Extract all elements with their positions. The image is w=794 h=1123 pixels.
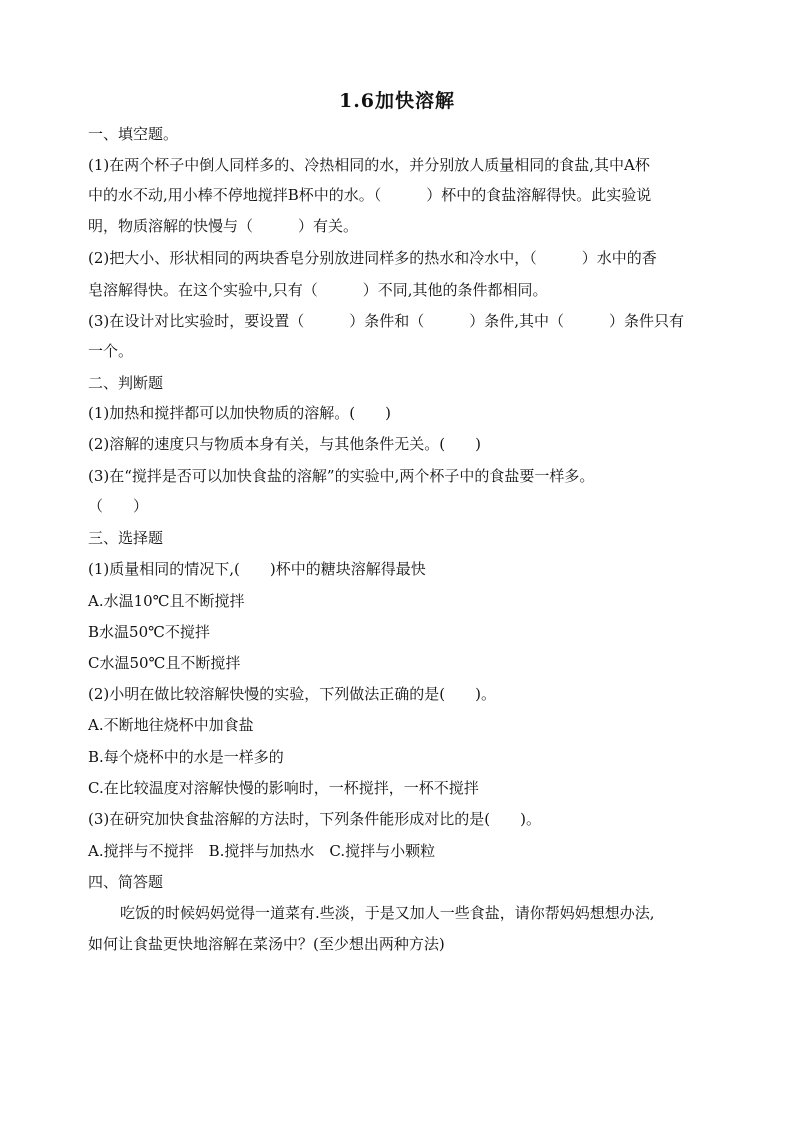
judge-q3-line1: (3)在“搅拌是否可以加快食盐的溶解”的实验中,两个杯子中的食盐要一样多。 bbox=[88, 467, 595, 485]
choice-q3-options: A.搅拌与不搅拌 B.搅拌与加热水 C.搅拌与小颗粒 bbox=[88, 842, 436, 860]
choice-q2-option-b: B.每个烧杯中的水是一样多的 bbox=[88, 748, 284, 766]
fill-q1-line1: (1)在两个杯子中倒人同样多的、冷热相同的水，并分别放人质量相同的食盐,其中A杯 bbox=[88, 156, 650, 174]
choice-q1: (1)质量相同的情况下,( )杯中的糖块溶解得最快 bbox=[88, 560, 426, 578]
choice-q2: (2)小明在做比较溶解快慢的实验，下列做法正确的是( )。 bbox=[88, 685, 496, 703]
section-heading-choice: 三、选择题 bbox=[88, 529, 164, 547]
page-title: 1.6加快溶解 bbox=[338, 90, 456, 112]
choice-q2-option-a: A.不断地往烧杯中加食盐 bbox=[88, 716, 254, 734]
fill-q3-line1: (3)在设计对比实验时，要设置（ ）条件和（ ）条件,其中（ ）条件只有 bbox=[88, 312, 685, 330]
section-heading-judge: 二、判断题 bbox=[88, 374, 164, 392]
fill-q2-line1: (2)把大小、形状相同的两块香皂分别放进同样多的热水和冷水中，（ ）水中的香 bbox=[88, 249, 657, 267]
choice-q1-option-c: C水温50℃且不断搅拌 bbox=[88, 654, 241, 672]
choice-q3: (3)在研究加快食盐溶解的方法时，下列条件能形成对比的是( )。 bbox=[88, 810, 541, 828]
fill-q1-line2: 中的水不动,用小棒不停地搅拌B杯中的水。（ ）杯中的食盐溶解得快。此实验说 bbox=[88, 186, 652, 204]
judge-q1: (1)加热和搅拌都可以加快物质的溶解。( ) bbox=[88, 404, 391, 422]
judge-q3-line2: （ ） bbox=[88, 497, 149, 515]
choice-q1-option-a: A.水温10℃且不断搅拌 bbox=[88, 592, 245, 610]
choice-q2-option-c: C.在比较温度对溶解快慢的影响时，一杯搅拌，一杯不搅拌 bbox=[88, 779, 479, 797]
fill-q2-line2: 皂溶解得快。在这个实验中,只有（ ）不同,其他的条件都相同。 bbox=[88, 281, 548, 299]
short-answer-line1: 吃饭的时候妈妈觉得一道菜有.些淡，于是又加人一些食盐，请你帮妈妈想想办法, bbox=[120, 904, 655, 922]
fill-q1-line3: 明，物质溶解的快慢与（ ）有关。 bbox=[88, 217, 359, 235]
short-answer-line2: 如何让食盐更快地溶解在菜汤中？(至少想出两种方法) bbox=[88, 935, 445, 953]
fill-q3-line2: 一个。 bbox=[88, 342, 134, 360]
judge-q2: (2)溶解的速度只与物质本身有关，与其他条件无关。( ) bbox=[88, 435, 481, 453]
section-heading-fill: 一、填空题。 bbox=[88, 125, 179, 143]
choice-q1-option-b: B水温50℃不搅拌 bbox=[88, 623, 210, 641]
section-heading-short: 四、简答题 bbox=[88, 873, 164, 891]
